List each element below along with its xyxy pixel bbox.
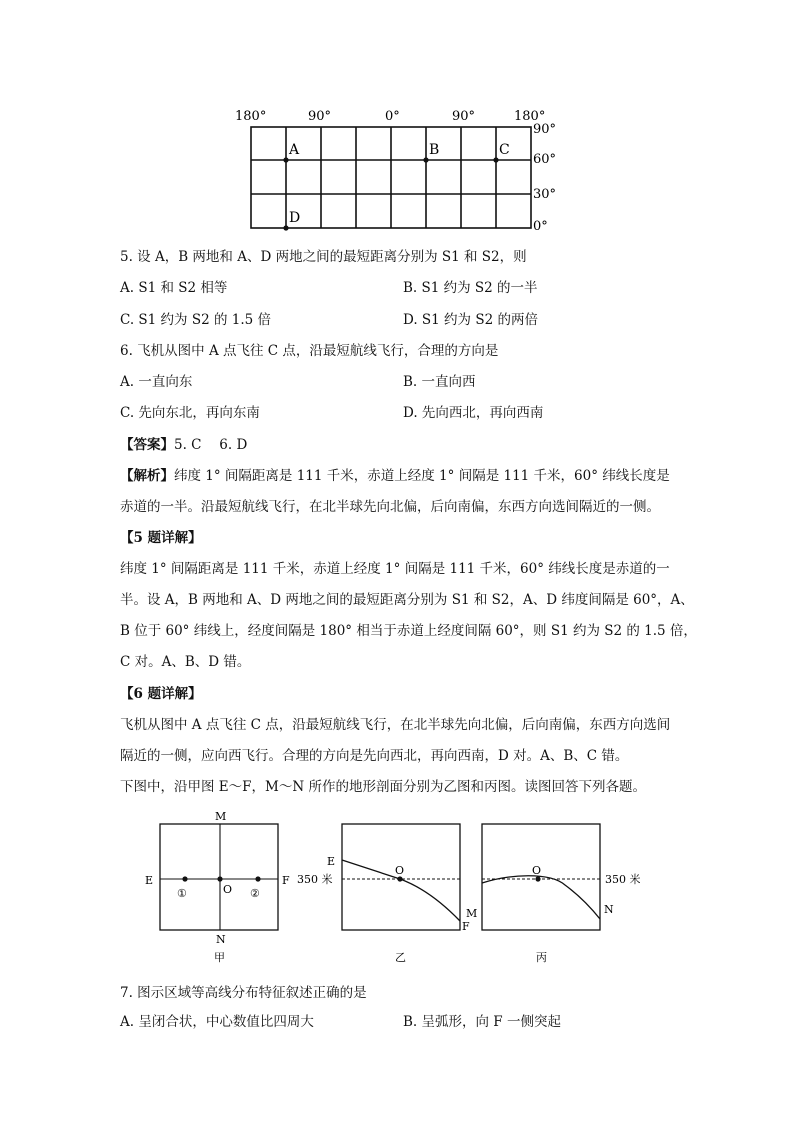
bing-elevation: 350 米 xyxy=(605,873,640,886)
detail5-line-3: B 位于 60° 纬线上，经度间隔是 180° 相当于赤道上经度间隔 60°，则 S1 约为 S2 的 1.5 倍， xyxy=(120,623,697,639)
map-jia xyxy=(145,810,290,964)
q6-stem: 6. 飞机从图中 A 点飞往 C 点，沿最短航线飞行，合理的方向是 xyxy=(120,343,499,359)
analysis-label: 【解析】 xyxy=(120,468,174,484)
bing-label-n: N xyxy=(604,903,614,916)
answer-line xyxy=(120,435,247,455)
point-b-marker xyxy=(423,157,428,162)
q7-option-b: B. 呈弧形，向 F 一侧突起 xyxy=(403,1014,561,1030)
detail5-line-4: C 对。A、B、D 错。 xyxy=(120,654,251,670)
point-c-marker xyxy=(493,157,498,162)
q5-option-a: A. S1 和 S2 相等 xyxy=(120,280,228,296)
lat-label-0: 0° xyxy=(533,219,548,234)
q6-option-c: C. 先向东北，再向东南 xyxy=(120,405,260,421)
q5-stem: 5. 设 A，B 两地和 A、D 两地之间的最短距离分别为 S1 和 S2，则 xyxy=(120,249,527,265)
point-d-marker xyxy=(283,225,288,230)
analysis-line-2: 赤道的一半。沿最短航线飞行，在北半球先向北偏，后向南偏，东西方向选间隔近的一侧。 xyxy=(120,499,660,515)
jia-label-o: O xyxy=(223,883,233,896)
bing-label-o: O xyxy=(532,864,542,877)
lon-label-0: 0° xyxy=(385,109,400,124)
jia-label-n: N xyxy=(216,933,226,946)
profile-yi xyxy=(297,824,477,964)
bing-caption: 丙 xyxy=(536,951,547,964)
jia-label-point-1: ① xyxy=(177,887,187,900)
yi-label-f: F xyxy=(462,920,470,933)
yi-label-e: E xyxy=(327,855,336,868)
profile-bing xyxy=(482,824,640,964)
lat-label-90: 90° xyxy=(533,122,557,137)
detail6-line-2: 隔近的一侧，应向西飞行。合理的方向是先向西北，再向西南，D 对。A、B、C 错。 xyxy=(120,748,629,764)
analysis-text-1: 纬度 1° 间隔距离是 111 千米，赤道上经度 1° 间隔是 111 千米，60° 纬线长度是 xyxy=(174,468,670,484)
point-a-label: A xyxy=(289,142,300,158)
jia-label-f: F xyxy=(282,874,290,887)
q6-option-b: B. 一直向西 xyxy=(403,374,476,390)
detail6-line-1: 飞机从图中 A 点飞往 C 点，沿最短航线飞行，在北半球先向北偏，后向南偏，东西方向选间 xyxy=(120,717,671,733)
lon-label-90e: 90° xyxy=(452,109,476,124)
figure2-intro: 下图中，沿甲图 E～F，M～N 所作的地形剖面分别为乙图和丙图。读图回答下列各题。 xyxy=(120,779,646,795)
q7-stem: 7. 图示区域等高线分布特征叙述正确的是 xyxy=(120,985,367,1001)
jia-label-point-2: ② xyxy=(250,887,260,900)
yi-label-m: M xyxy=(466,907,478,920)
detail5-line-2: 半。设 A，B 两地和 A、D 两地之间的最短距离分别为 S1 和 S2，A、D 纬度间隔是 60°，A、 xyxy=(120,592,694,608)
lon-label-90w: 90° xyxy=(308,109,332,124)
point-c-label: C xyxy=(499,142,510,158)
detail5-line-1: 纬度 1° 间隔距离是 111 千米，赤道上经度 1° 间隔是 111 千米，60° 纬线长度是赤道的一 xyxy=(120,561,670,577)
lon-label-180e: 180° xyxy=(514,109,546,124)
yi-elevation: 350 米 xyxy=(297,873,333,886)
q5-option-b: B. S1 约为 S2 的一半 xyxy=(403,280,538,296)
jia-caption: 甲 xyxy=(214,951,225,964)
detail6-title: 【6 题详解】 xyxy=(120,686,202,702)
q6-option-a: A. 一直向东 xyxy=(120,374,193,390)
lat-label-30: 30° xyxy=(533,187,557,202)
analysis-line-1 xyxy=(120,466,670,486)
jia-label-m: M xyxy=(215,810,227,823)
terrain-profile-figure xyxy=(140,804,640,969)
detail5-title: 【5 题详解】 xyxy=(120,530,202,546)
point-a-marker xyxy=(283,157,288,162)
lon-label-180w: 180° xyxy=(235,109,267,124)
q5-option-c: C. S1 约为 S2 的 1.5 倍 xyxy=(120,312,272,328)
lat-lon-grid-figure xyxy=(225,100,565,235)
q7-option-a: A. 呈闭合状，中心数值比四周大 xyxy=(120,1014,314,1030)
point-b-label: B xyxy=(429,142,440,158)
yi-label-o: O xyxy=(395,864,405,877)
point-d-label: D xyxy=(289,210,301,226)
answer-text: 5. C 6. D xyxy=(174,437,248,453)
answer-label: 【答案】 xyxy=(120,437,174,453)
q5-option-d: D. S1 约为 S2 的两倍 xyxy=(403,312,538,328)
lat-label-60: 60° xyxy=(533,152,557,167)
q6-option-d: D. 先向西北，再向西南 xyxy=(403,405,544,421)
yi-caption: 乙 xyxy=(395,951,406,964)
jia-label-e: E xyxy=(145,874,154,887)
